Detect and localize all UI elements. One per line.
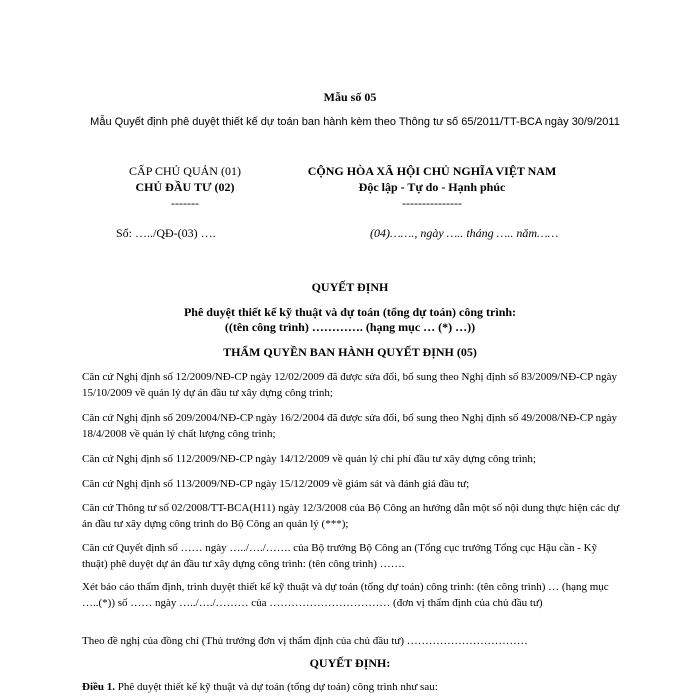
subject-line-1: Phê duyệt thiết kế kỹ thuật và dự toán (tổng dự toán) công trình: <box>183 305 517 319</box>
form-subtitle: Mẫu Quyết định phê duyệt thiết kế dự toán ban hành kèm theo Thông tư số 65/2011/TT-BCA ngày 30/9/2011 <box>90 116 620 128</box>
decision-title: QUYẾT ĐỊNH <box>311 280 389 294</box>
legal-basis-1: Căn cứ Nghị định số 12/2009/NĐ-CP ngày 12/02/2009 đã được sửa đổi, bổ sung theo Nghị định số 83/2009/NĐ-CP ngày 15/10/2009 về quản lý dự án đầu tư xây dựng công trình; <box>82 371 617 399</box>
article-text: Phê duyệt thiết kế kỹ thuật và dự toán (tổng dự toán) công trình như sau: <box>115 681 438 693</box>
form-number: Mẫu số 05 <box>323 90 377 104</box>
issuer-divider: ------- <box>171 196 199 210</box>
legal-basis-2: Căn cứ Nghị định số 209/2004/NĐ-CP ngày 16/2/2004 đã được sửa đổi, bổ sung theo Nghị định số 49/2008/NĐ-CP ngày 18/4/2008 về quản lý chất lượng công trình; <box>82 412 617 440</box>
national-motto: Độc lập - Tự do - Hạnh phúc <box>358 180 506 194</box>
issuing-authority: THẨM QUYỀN BAN HÀNH QUYẾT ĐỊNH (05) <box>223 345 477 359</box>
legal-basis-5: Căn cứ Thông tư số 02/2008/TT-BCA(H11) ngày 12/3/2008 của Bộ Công an hướng dẫn một số nội dung thực hiện các dự án đầu tư xây dựng công trình do Bộ Công an quản lý (***); <box>82 502 620 530</box>
governing-agency: CẤP CHỦ QUẢN (01) <box>129 164 241 178</box>
decides-title: QUYẾT ĐỊNH: <box>309 656 391 670</box>
legal-basis-4: Căn cứ Nghị định số 113/2009/NĐ-CP ngày 15/12/2009 về giám sát và đánh giá đầu tư; <box>82 478 470 490</box>
place-date: (04)……., ngày ….. tháng ….. năm…… <box>370 226 559 240</box>
legal-basis-6: Căn cứ Quyết định số …… ngày …../…./……. của Bộ trưởng Bộ Công an (Tổng cục trưởng Tổng cục Hậu cần - Kỹ thuật) phê duyệt dự án đầu tư xây dựng công trình: (tên công trình) ……. <box>82 542 598 570</box>
document-number: Số: …../QĐ-(03) …. <box>116 226 216 240</box>
country-name: CỘNG HÒA XÃ HỘI CHỦ NGHĨA VIỆT NAM <box>307 164 557 178</box>
investor: CHỦ ĐẦU TƯ (02) <box>135 180 235 194</box>
legal-basis-3: Căn cứ Nghị định số 112/2009/NĐ-CP ngày 14/12/2009 về quản lý chi phí đầu tư xây dựng công trình; <box>82 453 536 465</box>
national-header <box>262 163 602 211</box>
appraisal-report: Xét báo cáo thẩm định, trình duyệt thiết kế kỹ thuật và dự toán (tổng dự toán) công trình: (tên công trình) … (hạng mục …..(*)) số …… ngày …../…./……… của …………………………… (đơn vị thẩm định của chủ đầu tư) <box>82 581 609 609</box>
motto-divider: --------------- <box>402 196 462 210</box>
subject-line-2: ((tên công trình) …………. (hạng mục … (*) …)) <box>224 320 476 334</box>
decision-subject <box>0 305 700 335</box>
issuer-block <box>90 163 280 211</box>
proposal-line: Theo đề nghị của đồng chí (Thủ trưởng đơn vị thẩm định của chủ đầu tư) …………………………… <box>82 635 528 647</box>
article-1 <box>82 681 438 693</box>
article-label: Điều 1. <box>82 681 115 693</box>
